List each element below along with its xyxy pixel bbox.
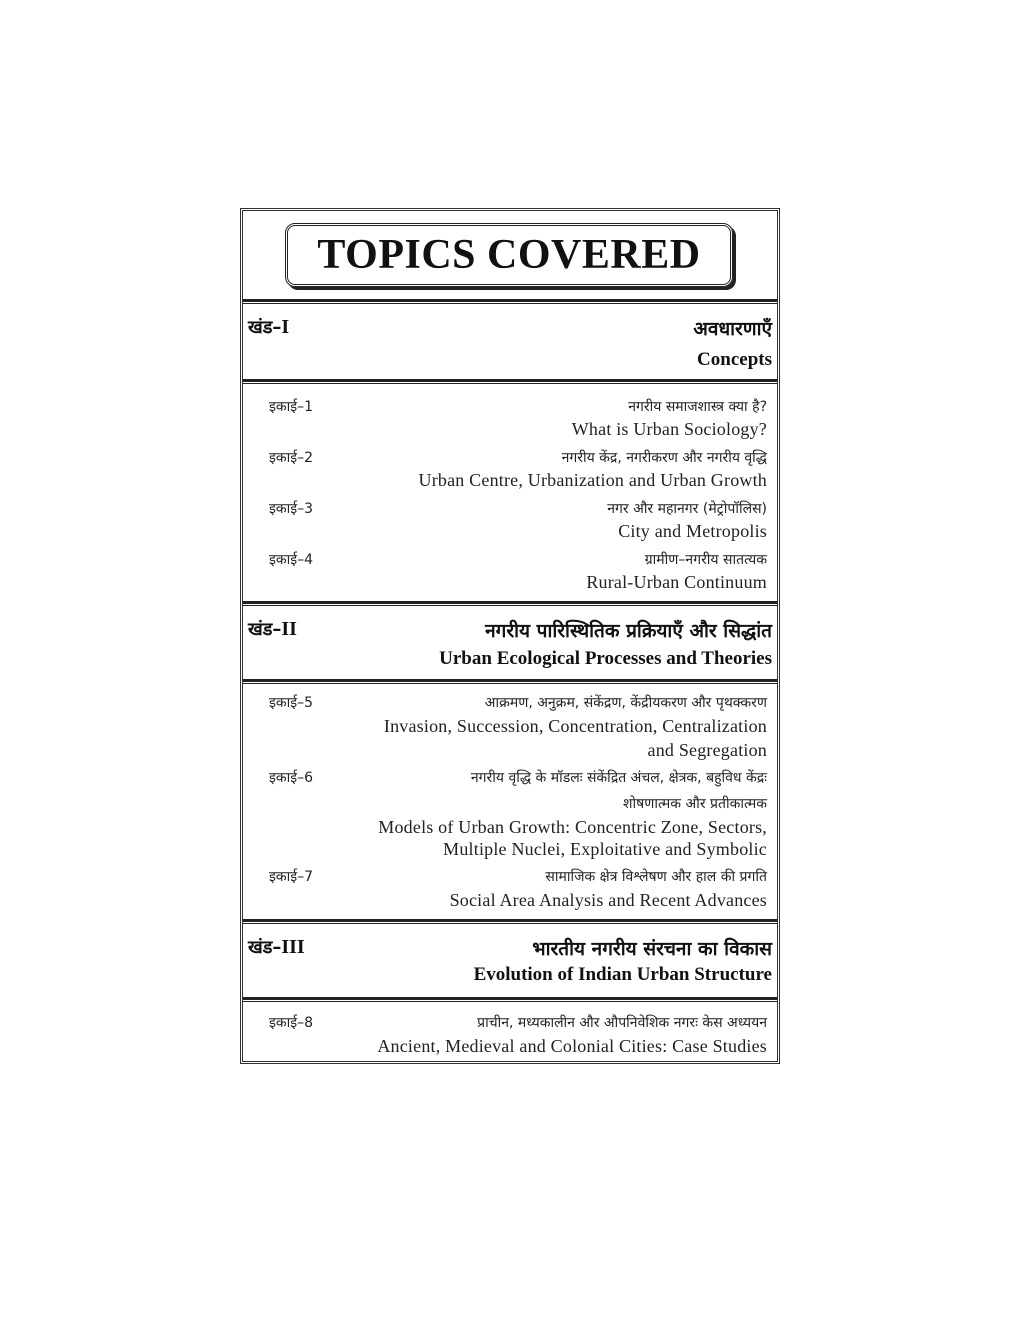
topics-frame [240,208,780,1064]
unit-title-hi: नगरीय केंद्र, नगरीकरण और नगरीय वृद्धि [561,450,767,466]
section-divider [243,679,777,684]
khand-label: खंड–III [248,936,305,958]
section-divider [243,997,777,1002]
unit-title-hi: नगर और महानगर (मेट्रोपॉलिस) [607,501,767,517]
unit-title-en: and Segregation [647,740,767,760]
unit-title-en: Multiple Nuclei, Exploitative and Symbolic [443,839,767,859]
unit-title-en: Models of Urban Growth: Concentric Zone, Sectors, [378,817,767,837]
section-divider [243,601,777,606]
unit-label: इकाई–1 [269,399,314,415]
unit-label: इकाई–7 [269,869,314,885]
unit-label: इकाई–5 [269,695,314,711]
unit-label: इकाई–2 [269,450,314,466]
unit-label: इकाई–6 [269,770,314,786]
unit-title-en: Rural-Urban Continuum [586,572,767,592]
unit-title-en: Social Area Analysis and Recent Advances [449,890,767,910]
unit-title-hi: प्राचीन, मध्यकालीन और औपनिवेशिक नगरः केस अध्ययन [477,1015,767,1031]
section-divider [243,379,777,384]
title-box [285,223,733,287]
section-title-hi: भारतीय नगरीय संरचना का विकास [532,938,772,960]
unit-title-en: City and Metropolis [618,521,767,541]
section-title-en: Urban Ecological Processes and Theories [439,648,772,669]
section-title-hi: नगरीय पारिस्थितिक प्रक्रियाएँ और सिद्धांत [485,620,772,642]
unit-title-en: Ancient, Medieval and Colonial Cities: Case Studies [377,1036,767,1056]
section-title-hi: अवधारणाएँ [693,318,772,340]
unit-title-en: Invasion, Succession, Concentration, Centralization [383,716,767,736]
khand-label: खंड–I [248,316,290,338]
unit-title-hi: सामाजिक क्षेत्र विश्लेषण और हाल की प्रगति [545,869,767,885]
page-title: TOPICS COVERED [317,232,701,278]
unit-label: इकाई–4 [269,552,314,568]
unit-title-hi: नगरीय वृद्धि के मॉडलः संकेंद्रित अंचल, क्षेत्रक, बहुविध केंद्रः [470,770,767,786]
unit-title-hi: ग्रामीण–नगरीय सातत्यक [644,552,767,568]
unit-title-en: Urban Centre, Urbanization and Urban Growth [418,470,767,490]
section-divider [243,299,777,304]
khand-label: खंड–II [248,618,297,640]
unit-title-hi: नगरीय समाजशास्त्र क्या है? [628,399,767,415]
unit-title-hi: शोषणात्मक और प्रतीकात्मक [623,796,767,812]
unit-label: इकाई–3 [269,501,314,517]
section-title-en: Evolution of Indian Urban Structure [473,964,772,985]
section-title-en: Concepts [697,349,772,370]
unit-title-hi: आक्रमण, अनुक्रम, संकेंद्रण, केंद्रीयकरण और पृथक्करण [484,695,767,711]
section-divider [243,919,777,924]
unit-title-en: What is Urban Sociology? [571,419,767,439]
unit-label: इकाई–8 [269,1015,314,1031]
